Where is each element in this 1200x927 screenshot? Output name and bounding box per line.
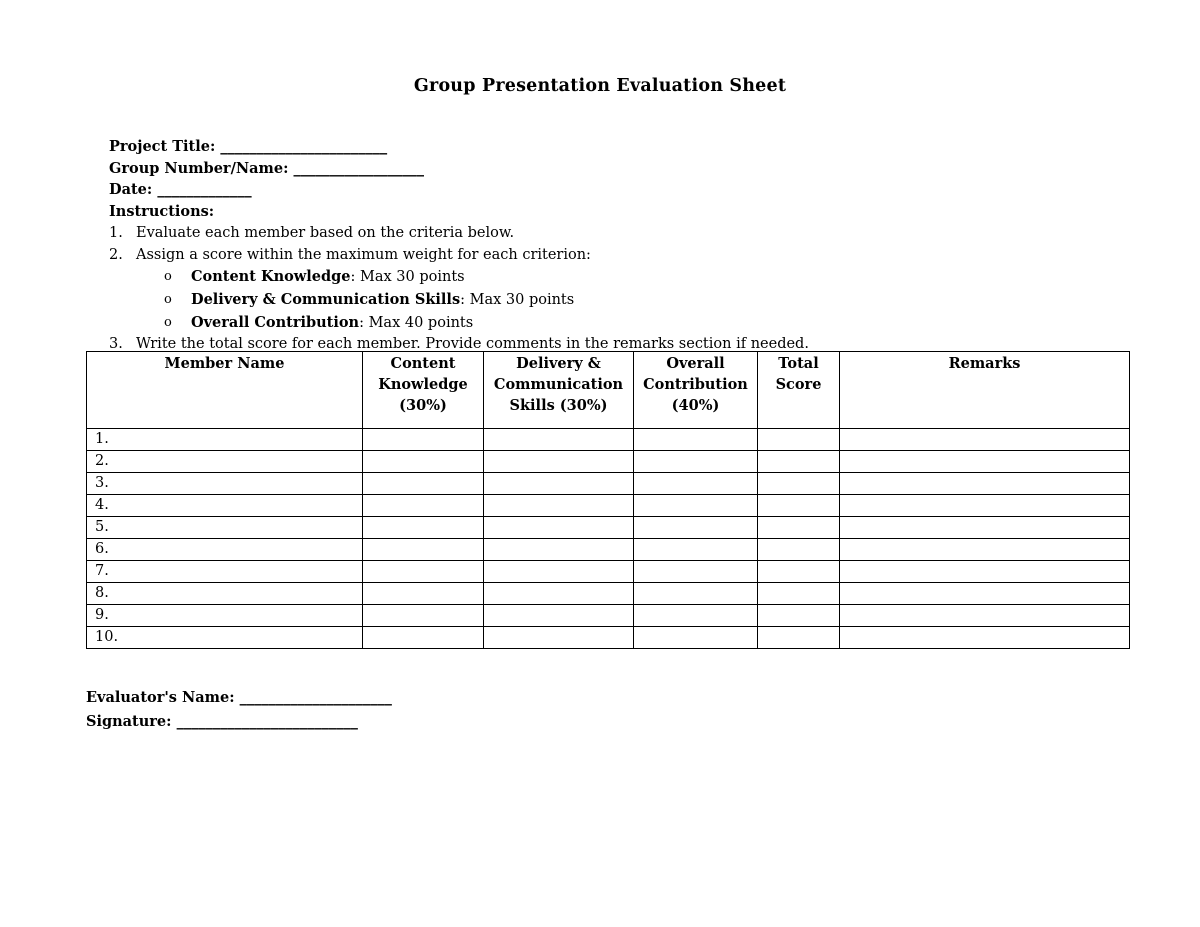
content-knowledge-cell[interactable] [363, 517, 484, 539]
header-total-score: Total Score [758, 352, 840, 429]
member-name-cell[interactable]: 2. [87, 451, 363, 473]
table-row [87, 539, 1130, 561]
criteria-list [164, 266, 809, 334]
header-member-name: Member Name [87, 352, 363, 429]
content-knowledge-cell[interactable] [363, 561, 484, 583]
member-name-cell[interactable]: 9. [87, 605, 363, 627]
total-score-cell[interactable] [758, 605, 840, 627]
content-knowledge-cell[interactable] [363, 451, 484, 473]
table-row [87, 561, 1130, 583]
delivery-communication-cell[interactable] [484, 517, 634, 539]
content-knowledge-cell[interactable] [363, 605, 484, 627]
remarks-cell[interactable] [840, 605, 1130, 627]
remarks-cell[interactable] [840, 429, 1130, 451]
header-fields [109, 136, 809, 356]
content-knowledge-cell[interactable] [363, 539, 484, 561]
group-blank[interactable]: __________________ [293, 159, 424, 177]
signature-block [86, 686, 392, 734]
bullet-icon: o [164, 291, 172, 307]
member-name-cell[interactable]: 1. [87, 429, 363, 451]
overall-contribution-cell[interactable] [634, 561, 758, 583]
criterion-item [164, 289, 809, 312]
criterion-item [164, 312, 809, 335]
instruction-text: Assign a score within the maximum weight for each criterion: [136, 246, 591, 263]
criterion-name: Overall Contribution [191, 313, 360, 331]
remarks-cell[interactable] [840, 517, 1130, 539]
total-score-cell[interactable] [758, 495, 840, 517]
total-score-cell[interactable] [758, 627, 840, 649]
member-name-cell[interactable]: 10. [87, 627, 363, 649]
evaluation-table [86, 351, 1130, 649]
remarks-cell[interactable] [840, 473, 1130, 495]
header-remarks: Remarks [840, 352, 1130, 429]
delivery-communication-cell[interactable] [484, 473, 634, 495]
content-knowledge-cell[interactable] [363, 429, 484, 451]
overall-contribution-cell[interactable] [634, 473, 758, 495]
table-row [87, 517, 1130, 539]
evaluator-name-label: Evaluator's Name: [86, 689, 235, 706]
table-row [87, 451, 1130, 473]
overall-contribution-cell[interactable] [634, 517, 758, 539]
member-name-cell[interactable]: 7. [87, 561, 363, 583]
overall-contribution-cell[interactable] [634, 429, 758, 451]
content-knowledge-cell[interactable] [363, 495, 484, 517]
delivery-communication-cell[interactable] [484, 605, 634, 627]
overall-contribution-cell[interactable] [634, 451, 758, 473]
total-score-cell[interactable] [758, 561, 840, 583]
table-row [87, 495, 1130, 517]
instructions-heading: Instructions: [109, 203, 215, 221]
overall-contribution-cell[interactable] [634, 627, 758, 649]
instruction-number: 2. [109, 246, 123, 263]
total-score-cell[interactable] [758, 583, 840, 605]
table-row [87, 473, 1130, 495]
overall-contribution-cell[interactable] [634, 495, 758, 517]
overall-contribution-cell[interactable] [634, 605, 758, 627]
project-title-field[interactable] [109, 136, 809, 158]
member-name-cell[interactable]: 8. [87, 583, 363, 605]
remarks-cell[interactable] [840, 561, 1130, 583]
criterion-detail: : Max 30 points [460, 291, 575, 308]
signature-field[interactable] [86, 710, 392, 734]
member-name-cell[interactable]: 5. [87, 517, 363, 539]
total-score-cell[interactable] [758, 539, 840, 561]
overall-contribution-cell[interactable] [634, 539, 758, 561]
total-score-cell[interactable] [758, 451, 840, 473]
total-score-cell[interactable] [758, 429, 840, 451]
remarks-cell[interactable] [840, 539, 1130, 561]
evaluator-name-field[interactable] [86, 686, 392, 710]
remarks-cell[interactable] [840, 451, 1130, 473]
signature-label: Signature: [86, 713, 172, 730]
date-label: Date: [109, 181, 153, 199]
delivery-communication-cell[interactable] [484, 495, 634, 517]
project-title-label: Project Title: [109, 138, 216, 155]
instruction-number: 3. [109, 336, 123, 353]
total-score-cell[interactable] [758, 473, 840, 495]
criterion-detail: : Max 40 points [359, 314, 474, 331]
delivery-communication-cell[interactable] [484, 561, 634, 583]
date-field[interactable] [109, 179, 809, 201]
delivery-communication-cell[interactable] [484, 429, 634, 451]
bullet-icon: o [164, 269, 172, 285]
delivery-communication-cell[interactable] [484, 627, 634, 649]
group-field[interactable] [109, 158, 809, 180]
bullet-icon: o [164, 314, 172, 330]
delivery-communication-cell[interactable] [484, 539, 634, 561]
content-knowledge-cell[interactable] [363, 583, 484, 605]
signature-blank[interactable]: _________________________ [176, 713, 358, 730]
table-row [87, 583, 1130, 605]
member-name-cell[interactable]: 4. [87, 495, 363, 517]
delivery-communication-cell[interactable] [484, 583, 634, 605]
total-score-cell[interactable] [758, 517, 840, 539]
instruction-number: 1. [109, 224, 123, 241]
table-header-row [87, 352, 1130, 429]
criterion-name: Delivery & Communication Skills [191, 290, 461, 308]
remarks-cell[interactable] [840, 583, 1130, 605]
document-title: Group Presentation Evaluation Sheet [413, 76, 787, 96]
table-row [87, 605, 1130, 627]
criterion-item [164, 266, 809, 289]
table-row [87, 627, 1130, 649]
table-row [87, 429, 1130, 451]
evaluator-name-blank[interactable]: _____________________ [239, 689, 392, 706]
instruction-item [109, 245, 809, 267]
content-knowledge-cell[interactable] [363, 473, 484, 495]
group-label: Group Number/Name: [109, 159, 289, 177]
content-knowledge-cell[interactable] [363, 627, 484, 649]
overall-contribution-cell[interactable] [634, 583, 758, 605]
instruction-text: Evaluate each member based on the criteria below. [136, 224, 515, 241]
project-title-blank[interactable]: _______________________ [220, 138, 388, 155]
header-content-knowledge: Content Knowledge (30%) [363, 352, 484, 429]
criterion-detail: : Max 30 points [350, 269, 465, 286]
remarks-cell[interactable] [840, 495, 1130, 517]
delivery-communication-cell[interactable] [484, 451, 634, 473]
instruction-text: Write the total score for each member. Provide comments in the remarks section if needed. [136, 336, 809, 353]
header-delivery-communication: Delivery & Communication Skills (30%) [484, 352, 634, 429]
instruction-item [109, 223, 809, 245]
header-overall-contribution: Overall Contribution (40%) [634, 352, 758, 429]
criterion-name: Content Knowledge [191, 268, 351, 286]
member-name-cell[interactable]: 3. [87, 473, 363, 495]
date-blank[interactable]: _____________ [157, 181, 252, 199]
remarks-cell[interactable] [840, 627, 1130, 649]
member-name-cell[interactable]: 6. [87, 539, 363, 561]
